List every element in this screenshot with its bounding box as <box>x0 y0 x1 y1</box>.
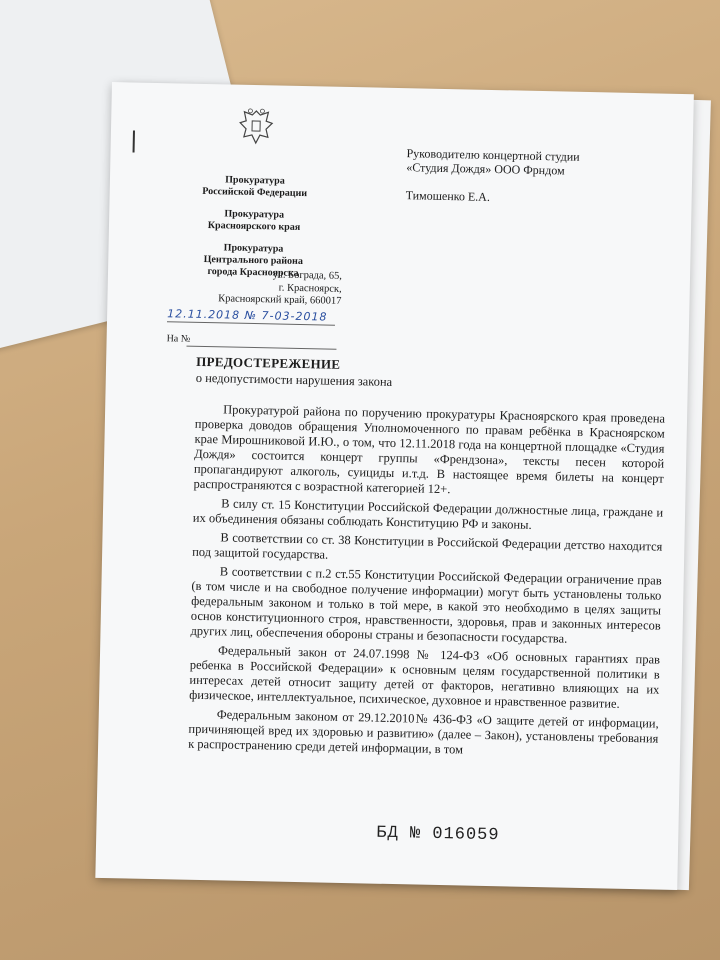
addressee-line: Руководителю концертной студии <box>406 146 580 164</box>
document-body <box>188 402 665 766</box>
body-paragraph: Прокуратурой района по поручению прокуратуры Красноярского края проведена проверка доводов обращения Уполномоченного по правам ребёнка в Красноярском крае Мирошниковой И.Ю., о том, что 12.11.2018 года на концертной площадке «Студия Дождя» состоится концерт группы «Френдзона», тексты песен которой пропагандируют алкоголь, суициды и.т.д. В настоящее время билеты на концерт распространяются с возрастной категорией 12+. <box>193 402 666 497</box>
address-line: Красноярский край, 660017 <box>218 293 342 307</box>
address-line: ул. Бограда, 65, <box>272 269 343 282</box>
issuer-header <box>168 105 342 291</box>
issuer-line: Прокуратура <box>223 242 284 255</box>
coat-of-arms-icon <box>238 107 275 148</box>
handwritten-date-number: 12.11.2018 № 7-03-2018 <box>167 307 328 324</box>
issuer-line: Центрального района <box>203 253 303 268</box>
reference-number-label: На № <box>166 333 191 345</box>
binder-mark <box>133 130 135 152</box>
issuer-line: Российской Федерации <box>202 185 308 200</box>
address-line: г. Красноярск, <box>278 282 342 295</box>
document-subtitle: о недопустимости нарушения закона <box>195 370 393 389</box>
addressee-block <box>406 146 580 206</box>
document-title: ПРЕДОСТЕРЕЖЕНИЕ <box>196 353 341 372</box>
body-paragraph: В соответствии с п.2 ст.55 Конституции Российской Федерации ограничение прав (в том числе и на свободное получение информации) могут быть установлены только федеральным законом и только в той мере, в какой это необходимо в целях защиты основ конституционного строя, нравственности, здоровья, прав и законных интересов других лиц, обеспечения обороны страны и безопасности государства. <box>190 564 662 646</box>
issuer-line: города Красноярска <box>207 266 299 279</box>
issuer-block-regional <box>169 207 339 235</box>
issuer-line: Прокуратура <box>224 208 285 221</box>
issuer-line: Красноярского края <box>207 220 301 233</box>
document-sheet <box>95 82 694 890</box>
body-paragraph: Федеральным законом от 29.12.2010№ 436-ФЗ «О защите детей от информации, причиняющей вред их здоровью и развитию» (далее – Закон), установлены требования к распространению среди детей информации, в том <box>188 707 659 757</box>
issuer-block-federal <box>170 173 340 201</box>
body-paragraph: В соответствии со ст. 38 Конституции в Российской Федерации детство находится под защитой государства. <box>192 530 663 562</box>
form-serial-number: БД № 016059 <box>376 823 500 846</box>
addressee-name: Тимошенко Е.А. <box>405 188 491 204</box>
issuer-line: Прокуратура <box>225 174 285 187</box>
addressee-line: «Студия Дождя» ООО Фрндом <box>406 160 565 178</box>
body-paragraph: Федеральный закон от 24.07.1998 № 124-ФЗ «Об основных гарантиях прав ребенка в Российской Федерации» к основным целям государственной политики в интересах детей относит защиту детей от факторов, негативно влияющих на их физическое, интеллектуальное, психическое, духовное и нравственное развитие. <box>189 643 661 711</box>
reference-number-line <box>186 346 336 350</box>
body-paragraph: В силу ст. 15 Конституции Российской Федерации должностные лица, граждане и их объединения обязаны соблюдать Конституцию РФ и законы. <box>192 496 664 532</box>
issuer-address <box>207 268 342 308</box>
